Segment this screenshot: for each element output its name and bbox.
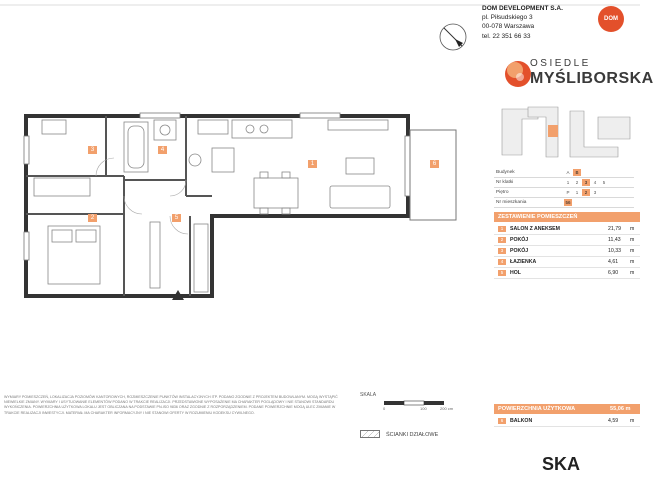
- partition-walls-label: ŚCIANKI DZIAŁOWE: [386, 432, 439, 438]
- balcony-row: [494, 416, 640, 427]
- site-keymap: [498, 103, 636, 161]
- plan-label-3: 3: [88, 146, 97, 154]
- plan-label-1: 1: [308, 160, 317, 168]
- scale-tick-200: 200 cm: [440, 406, 454, 411]
- room-num: 1: [498, 226, 506, 232]
- room-area: 11,43: [608, 237, 621, 243]
- total-area-label: POWIERZCHNIA UŻYTKOWA: [498, 406, 576, 412]
- brand-name: MYŚLIBORSKA: [530, 70, 654, 87]
- room-row: [494, 257, 640, 268]
- ska-logo-icon: [540, 450, 590, 476]
- info-row: [494, 178, 634, 188]
- room-name: HOL: [510, 270, 521, 276]
- info-cell: 5: [602, 180, 606, 185]
- room-num: 2: [498, 237, 506, 243]
- info-cell: 2: [582, 189, 590, 196]
- room-name: SALON Z ANEKSEM: [510, 226, 560, 232]
- developer-name: DOM DEVELOPMENT S.A.: [482, 5, 563, 12]
- room-row: [494, 268, 640, 279]
- info-row: [494, 188, 634, 198]
- room-unit: m: [630, 248, 635, 254]
- scale-label: SKALA: [360, 392, 377, 398]
- partition-walls-icon: [360, 430, 380, 438]
- info-cell: 4: [593, 180, 597, 185]
- balcony-num: 6: [498, 418, 506, 424]
- info-row-label: Nr mieszkania: [496, 200, 527, 205]
- info-cell: 3: [582, 179, 590, 186]
- brand-top-text: OSIEDLE: [530, 58, 591, 69]
- scale-tick-100: 100: [420, 406, 427, 411]
- dom-logo: DOM: [598, 6, 624, 32]
- developer-city: 00-078 Warszawa: [482, 23, 535, 31]
- room-area: 21,79: [608, 226, 621, 232]
- room-area: 4,61: [608, 259, 619, 265]
- notes-text: WYMIARY POMIESZCZEŃ, LOKALIZACJA POZIOMÓW KANTOROWYCH, ROZMIESZCZENIE PUNKTÓW INSTALACYJNYCH ITP. PODANO ZGODNIE Z PROJEKTEM BUDOWLANYM. MOGĄ WYSTĄPIĆ NIEWIELKIE ZMIANY. WYMIARY I USYTUOWANIE ELEMENTÓW PODANO W TRAKCIE REALIZACJI. PRZEDSTAWIONE WYPOSAŻENIE MA CHARAKTER POGLĄDOWY I NIE STANOWI STANDARDU WYKOŃCZENIA. POWIERZCHNIA UŻYTKOWA LOKALU JEST OBLICZANA NA PODSTAWIE PN-ISO 9836 ORAZ ZGODNIE Z ROZPORZĄDZENIEM. PODANE POWIERZCHNIE MOGĄ ULEC ZMIANIE W TRAKCIE REALIZACJI INWESTYCJI. MATERIAŁ MA CHARAKTER INFORMACYJNY I NIE STANOWI OFERTY W ROZUMIENIU KODEKSU CYWILNEGO.: [4, 395, 338, 415]
- room-area: 10,33: [608, 248, 621, 254]
- developer-street: pl. Piłsudskiego 3: [482, 14, 533, 22]
- total-area-header: [494, 404, 640, 414]
- rooms-header: ZESTAWIENIE POMIESZCZEŃ: [494, 212, 640, 222]
- ska-logo-text: SKA: [542, 454, 581, 474]
- room-row: [494, 235, 640, 246]
- room-num: 4: [498, 259, 506, 265]
- info-cell: 56: [565, 200, 571, 205]
- room-name: POKÓJ: [510, 237, 529, 243]
- info-cell: 1: [566, 180, 570, 185]
- room-num: 3: [498, 248, 506, 254]
- info-row-label: Piętro: [496, 190, 509, 195]
- room-area: 6,90: [608, 270, 619, 276]
- room-unit: m: [630, 259, 635, 265]
- info-cell: P: [566, 190, 570, 195]
- room-num: 5: [498, 270, 506, 276]
- plan-label-4: 4: [158, 146, 167, 154]
- room-name: POKÓJ: [510, 248, 529, 254]
- info-cell: B: [573, 169, 581, 176]
- room-unit: m: [630, 226, 635, 232]
- total-area-value: 55,06 m: [610, 406, 631, 412]
- info-row: [494, 168, 634, 178]
- room-unit: m: [630, 237, 635, 243]
- info-cell: 3: [593, 190, 597, 195]
- apartment-info-table: [494, 168, 634, 208]
- plan-label-6: 6: [430, 160, 439, 168]
- balcony-unit: m: [630, 418, 635, 424]
- room-row: [494, 246, 640, 257]
- balcony-name: BALKON: [510, 418, 533, 424]
- info-cell: A: [566, 170, 570, 175]
- developer-phone: tel. 22 351 66 33: [482, 32, 531, 40]
- room-name: ŁAZIENKA: [510, 259, 537, 265]
- room-unit: m: [630, 270, 635, 276]
- info-cell: 2: [575, 180, 579, 185]
- developer-info: [482, 4, 563, 41]
- room-row: [494, 224, 640, 235]
- info-cell: 1: [575, 190, 579, 195]
- info-row-label: Nr klatki: [496, 180, 514, 185]
- info-row-label: Budynek: [496, 170, 515, 175]
- plan-label-2: 2: [88, 214, 97, 222]
- scale-tick-0: 0: [383, 406, 386, 411]
- plan-label-5: 5: [172, 214, 181, 222]
- balcony-area: 4,59: [608, 418, 619, 424]
- info-row: [494, 198, 634, 208]
